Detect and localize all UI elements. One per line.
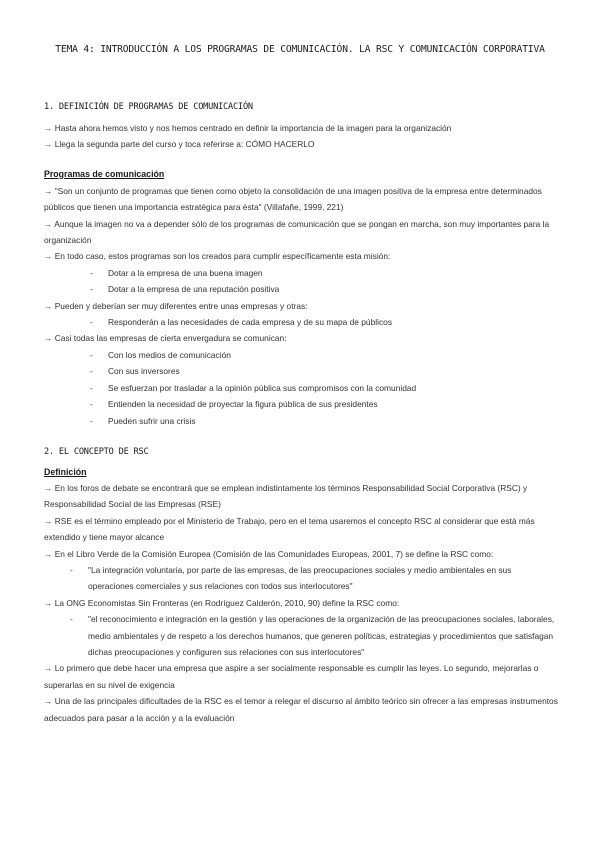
paragraph-libro-verde: → En el Libro Verde de la Comisión Europea (Comisión de las Comunidades Europeas, 2001, 7) se define la RSC como: [44,548,494,559]
dash-bullet: - [90,382,93,393]
dash-bullet: - [90,415,93,426]
dash-bullet: - [90,284,93,295]
paragraph-definition: → "Son un conjunto de programas que tienen como objeto la consolidación de una imagen positiva de la empresa entre determinados públicos que tienen una importancia estratégica para ésta" (Villafañe, 1999, 221) [44,185,542,213]
section-2-heading: 2. EL CONCEPTO DE RSC [44,446,149,457]
list-item-text: Entienden la necesidad de proyectar la figura pública de sus presidentes [108,399,378,410]
paragraph-leyes: → Lo primero que debe hacer una empresa que aspire a ser socialmente responsable es cumplir las leyes. Lo segundo, mejorarlas o superarlas en su nivel de exigencia [44,663,539,690]
list-item-text: Con sus inversores [108,366,180,377]
quote-text: "La integración voluntaria, por parte de las empresas, de las preocupaciones sociales y medio ambientales en sus operaciones comerciales y sus relaciones con todos sus interlocutores" [88,564,512,592]
dash-bullet: - [90,366,93,377]
paragraph-ong: → La ONG Economistas Sin Fronteras (en Rodríguez Calderón, 2010, 90) define la RSC como: [44,597,400,608]
subheading-programas: Programas de comunicación [44,168,165,179]
quote-item [44,611,559,660]
list-item [44,281,559,297]
dash-bullet: - [70,564,73,575]
list-item [44,314,559,330]
paragraph-comunican: → Casi todas las empresas de cierta envergadura se comunican: [44,333,287,344]
dash-bullet: - [70,614,73,625]
quote-text: "el reconocimiento e integración en la gestión y las operaciones de la organización de las preocupaciones sociales, laborales, medio ambientales y de respeto a los derechos humanos, que generen políticas, estrategias y procedimientos que satisfagan dichas preocupaciones y configuren sus relaciones con sus interlocutores" [88,614,555,657]
list-item [44,380,559,396]
document-body [44,100,559,726]
list-item-text: Con los medios de comunicación [108,349,231,360]
list-item [44,363,559,379]
paragraph-imagen: → Aunque la imagen no va a depender sólo de los programas de comunicación que se pongan en marcha, son muy importantes para la organización [44,218,550,246]
dash-bullet: - [90,399,93,410]
dash-bullet: - [90,267,93,278]
intro-line-2: → Llega la segunda parte del curso y toca referirse a: CÓMO HACERLO [44,139,315,150]
paragraph-diferentes: → Pueden y deberían ser muy diferentes entre unas empresas y otras: [44,300,308,311]
subheading-definicion: Definición [44,466,87,477]
list-item-text: Pueden sufrir una crisis [108,415,196,426]
list-item-text: Dotar a la empresa de una reputación positiva [108,284,280,295]
intro-line-1: → Hasta ahora hemos visto y nos hemos centrado en definir la importancia de la imagen para la organización [44,123,452,133]
paragraph-mision: → En todo caso, estos programas son los creados para cumplir específicamente esta misión: [44,251,391,262]
list-item [44,265,559,281]
paragraph-rse: → RSE es el término empleado por el Ministerio de Trabajo, pero en el tema usaremos el concepto RSC al considerar que está más extendido y tiene mayor alcance [44,515,535,543]
quote-item [44,562,559,595]
list-item [44,396,559,412]
section-1-heading: 1. DEFINICIÓN DE PROGRAMAS DE COMUNICACIÓN [44,102,253,112]
list-item-text: Se esfuerzan por trasladar a la opinión pública sus compromisos con la comunidad [108,382,417,393]
paragraph-foros: → En los foros de debate se encontrará que se emplean indistintamente los términos Responsabilidad Social Corporativa (RSC) y Responsabilidad Social de las Empresas (RSE) [44,482,528,510]
list-item-text: Responderán a las necesidades de cada empresa y de su mapa de públicos [108,317,393,328]
document-title: TEMA 4: INTRODUCCIÓN A LOS PROGRAMAS DE COMUNICACIÓN. LA RSC Y COMUNICACIÓN CORPORATIVA [55,44,545,55]
dash-bullet: - [90,317,93,328]
list-item [44,347,559,363]
list-item-text: Dotar a la empresa de una buena imagen [108,267,263,278]
list-item [44,413,559,429]
dash-bullet: - [90,349,93,360]
paragraph-dificultades: → Una de las principales dificultades de la RSC es el temor a relegar el discurso al ámbito teórico sin ofrecer a las empresas instrumentos adecuados para pasar a la acción y a la evaluación [44,696,558,723]
